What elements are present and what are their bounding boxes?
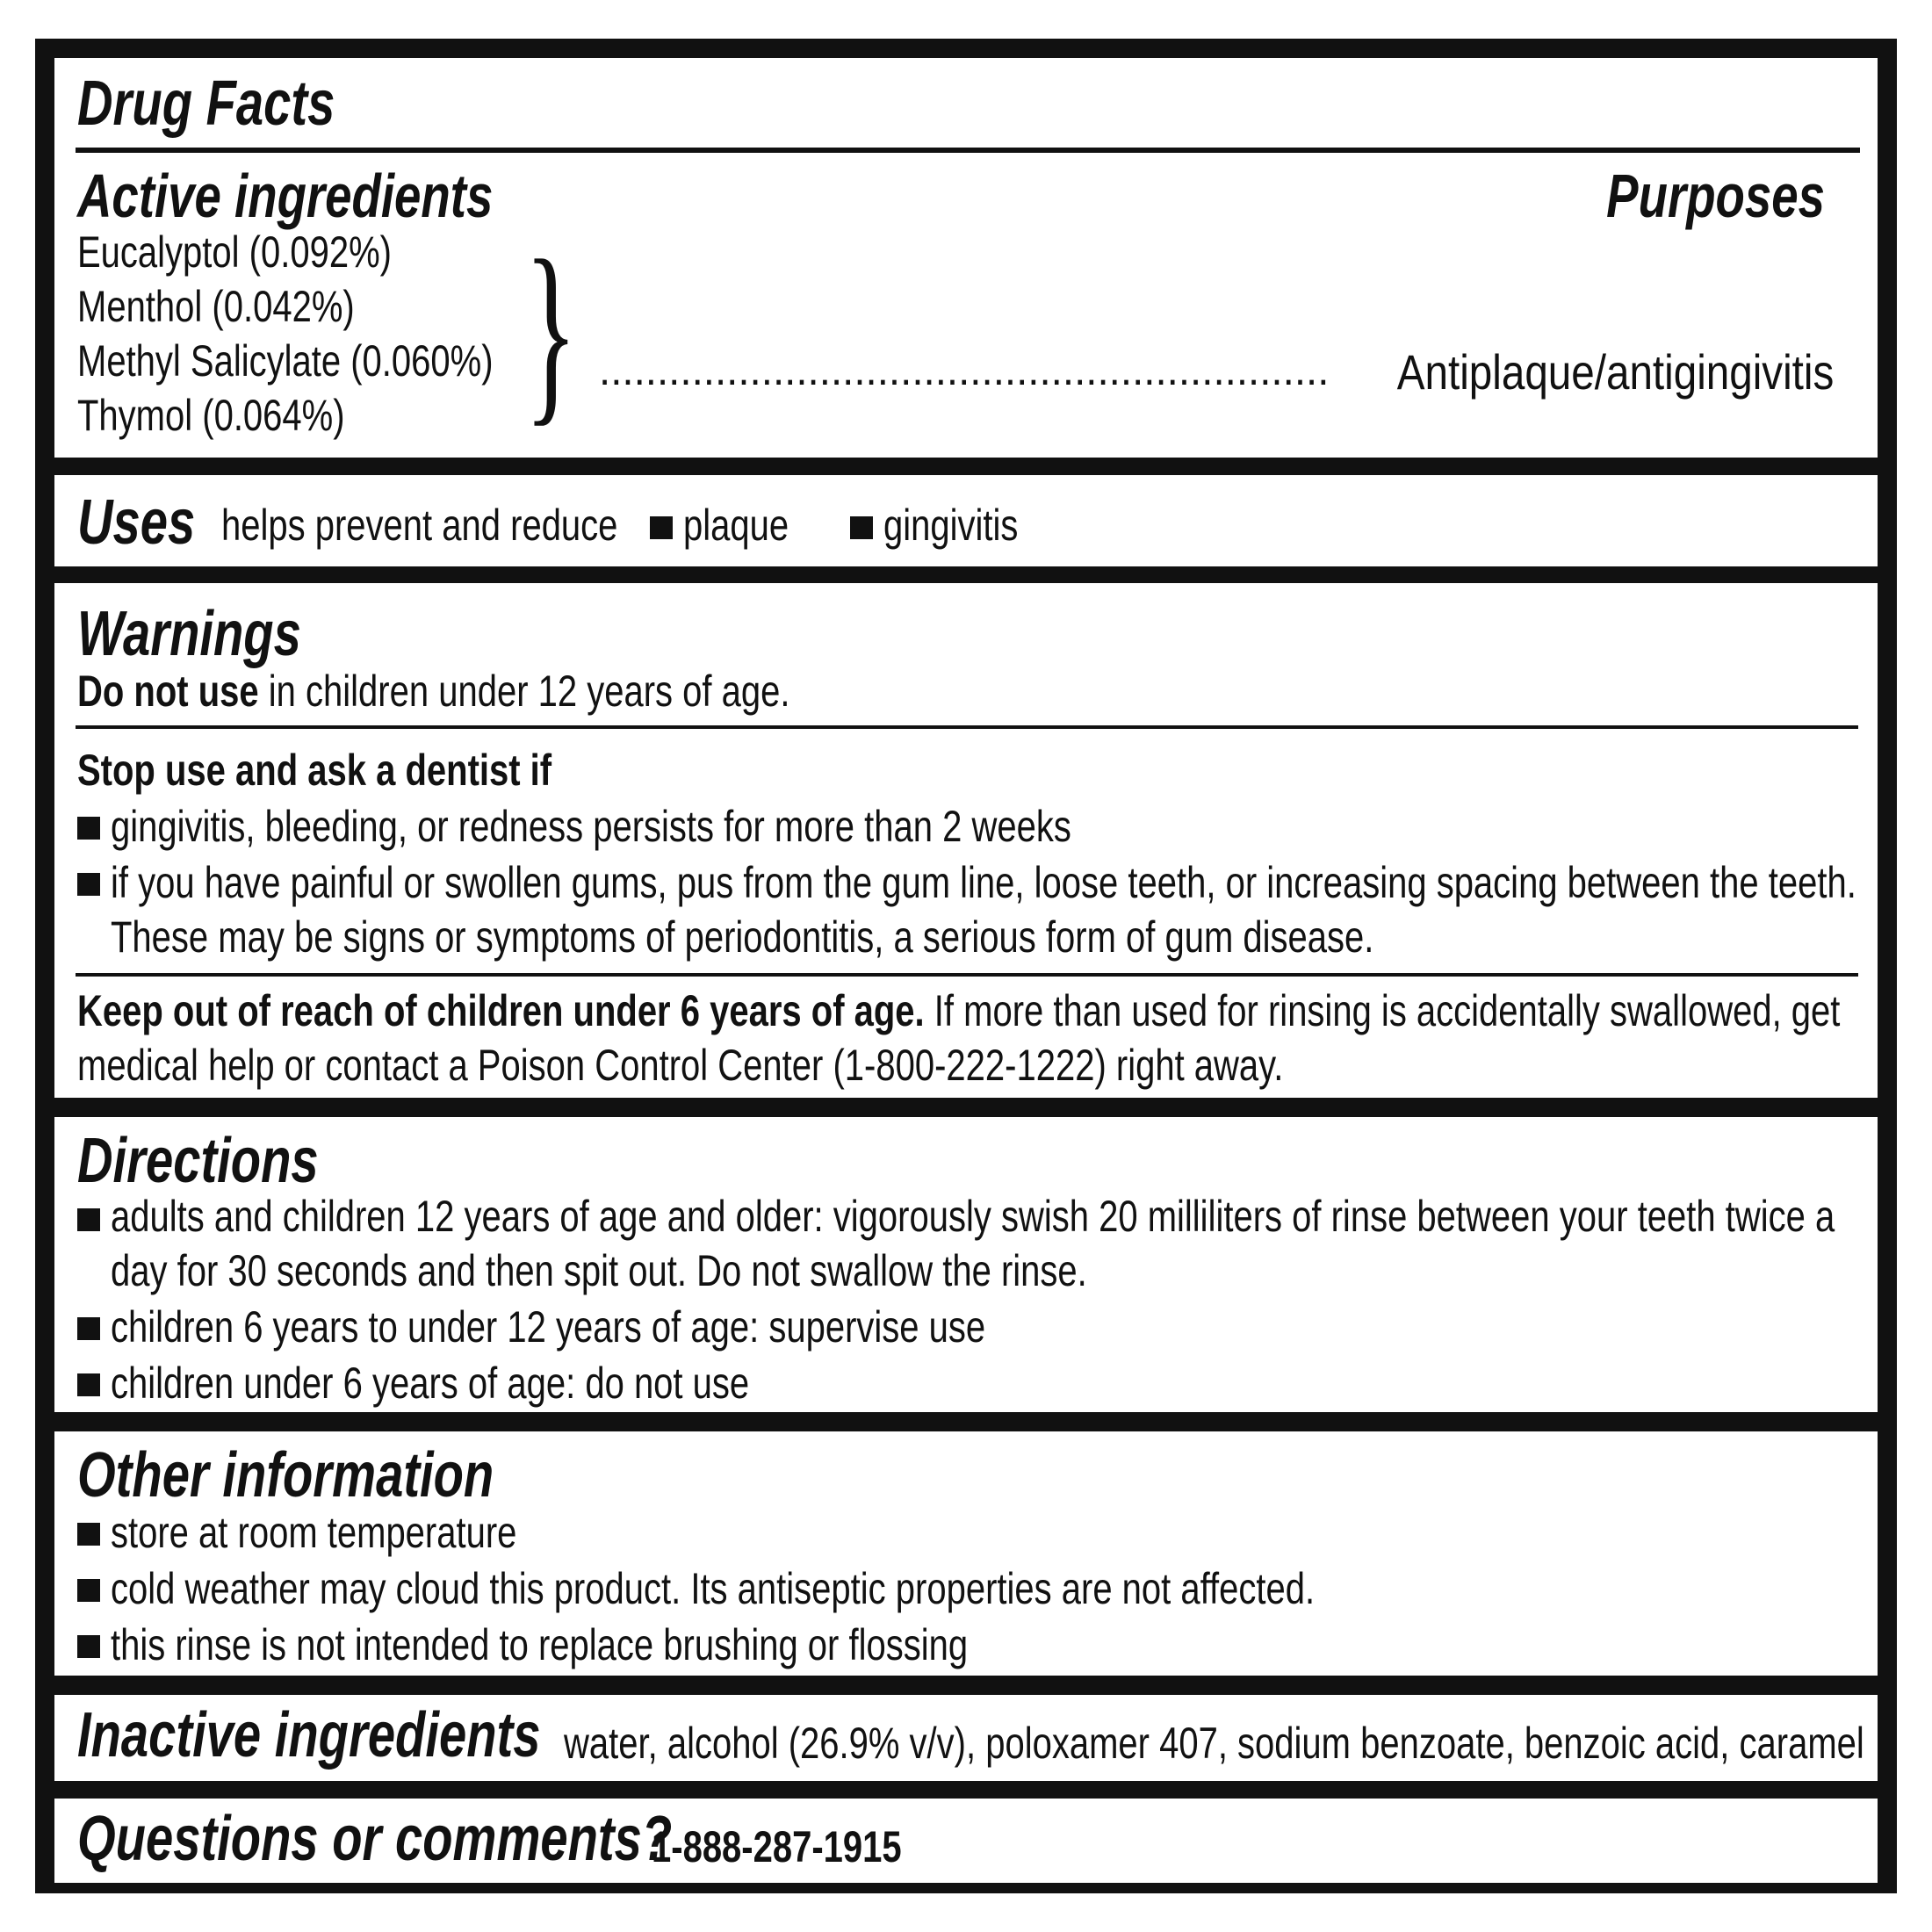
- purpose-text: Antiplaque/antigingivitis: [1396, 344, 1834, 400]
- do-not-use-line: [77, 667, 790, 716]
- other-information-item: this rinse is not intended to replace brushing or flossing: [111, 1620, 969, 1669]
- warnings-divider: [76, 973, 1858, 977]
- purposes-heading: Purposes: [1606, 162, 1825, 230]
- ingredient-item: Thymol (0.064%): [77, 391, 345, 440]
- bullet-square-icon: [77, 1317, 100, 1340]
- stop-use-item: if you have painful or swollen gums, pus from the gum line, loose teeth, or increasing spacing between the teeth.: [111, 858, 1856, 907]
- ingredient-item: Methyl Salicylate (0.060%): [77, 336, 494, 386]
- inactive-ingredients-heading: Inactive ingredients: [77, 1700, 541, 1770]
- page-title: Drug Facts: [77, 68, 335, 139]
- uses-heading: Uses: [77, 487, 196, 558]
- ingredient-item: Eucalyptol (0.092%): [77, 227, 392, 277]
- bullet-square-icon: [850, 516, 873, 539]
- uses-intro: helps prevent and reduce: [221, 501, 618, 550]
- bullet-square-icon: [77, 873, 100, 896]
- bullet-square-icon: [77, 1208, 100, 1231]
- keep-out-line: [77, 986, 1841, 1035]
- directions-item-continued: day for 30 seconds and then spit out. Do not swallow the rinse.: [111, 1246, 1087, 1295]
- active-ingredients-panel: [54, 58, 1878, 458]
- bullet-square-icon: [77, 1635, 100, 1658]
- warnings-divider: [76, 725, 1858, 729]
- other-information-item: store at room temperature: [111, 1508, 517, 1557]
- other-information-panel: [54, 1431, 1878, 1676]
- bullet-square-icon: [650, 516, 673, 539]
- do-not-use-text: in children under 12 years of age.: [258, 667, 790, 716]
- bullet-square-icon: [77, 1523, 100, 1546]
- stop-use-item: gingivitis, bleeding, or redness persists for more than 2 weeks: [111, 802, 1071, 851]
- questions-phone: 1-888-287-1915: [652, 1822, 902, 1871]
- uses-item-plaque: plaque: [683, 501, 789, 550]
- directions-item: children 6 years to under 12 years of age: supervise use: [111, 1302, 986, 1352]
- ingredient-list: [77, 219, 597, 448]
- do-not-use-bold: Do not use: [77, 667, 259, 716]
- uses-panel: [54, 475, 1878, 566]
- inactive-ingredients-panel: [54, 1695, 1878, 1781]
- other-information-heading: Other information: [77, 1440, 494, 1510]
- other-information-item: cold weather may cloud this product. Its antiseptic properties are not affected.: [111, 1564, 1316, 1613]
- directions-item: adults and children 12 years of age and older: vigorously swish 20 milliliters of rinse between your teeth twice a: [111, 1192, 1835, 1241]
- keep-out-text: If more than used for rinsing is accidentally swallowed, get: [924, 986, 1841, 1035]
- directions-heading: Directions: [77, 1126, 319, 1196]
- stop-use-heading: Stop use and ask a dentist if: [77, 746, 552, 795]
- keep-out-bold: Keep out of reach of children under 6 years of age.: [77, 986, 925, 1035]
- questions-panel: [54, 1799, 1878, 1883]
- warnings-heading: Warnings: [77, 599, 301, 669]
- warnings-panel: [54, 583, 1878, 1098]
- ingredient-brace: }: [524, 219, 578, 443]
- ingredient-item: Menthol (0.042%): [77, 282, 355, 331]
- keep-out-text-continued: medical help or contact a Poison Control Center (1-800-222-1222) right away.: [77, 1041, 1284, 1090]
- directions-panel: [54, 1117, 1878, 1412]
- purpose-leader-dots: ...............................................................: [599, 345, 1330, 394]
- bullet-square-icon: [77, 1579, 100, 1602]
- active-ingredients-heading: Active ingredients: [77, 162, 494, 230]
- inactive-ingredients-text: water, alcohol (26.9% v/v), poloxamer 407, sodium benzoate, benzoic acid, caramel: [564, 1719, 1864, 1768]
- bullet-square-icon: [77, 817, 100, 840]
- uses-item-gingivitis: gingivitis: [883, 501, 1019, 550]
- directions-item: children under 6 years of age: do not use: [111, 1359, 750, 1408]
- bullet-square-icon: [77, 1373, 100, 1396]
- stop-use-item-continued: These may be signs or symptoms of periodontitis, a serious form of gum disease.: [111, 912, 1374, 962]
- title-divider: [76, 148, 1860, 153]
- questions-heading: Questions or comments?: [77, 1804, 673, 1874]
